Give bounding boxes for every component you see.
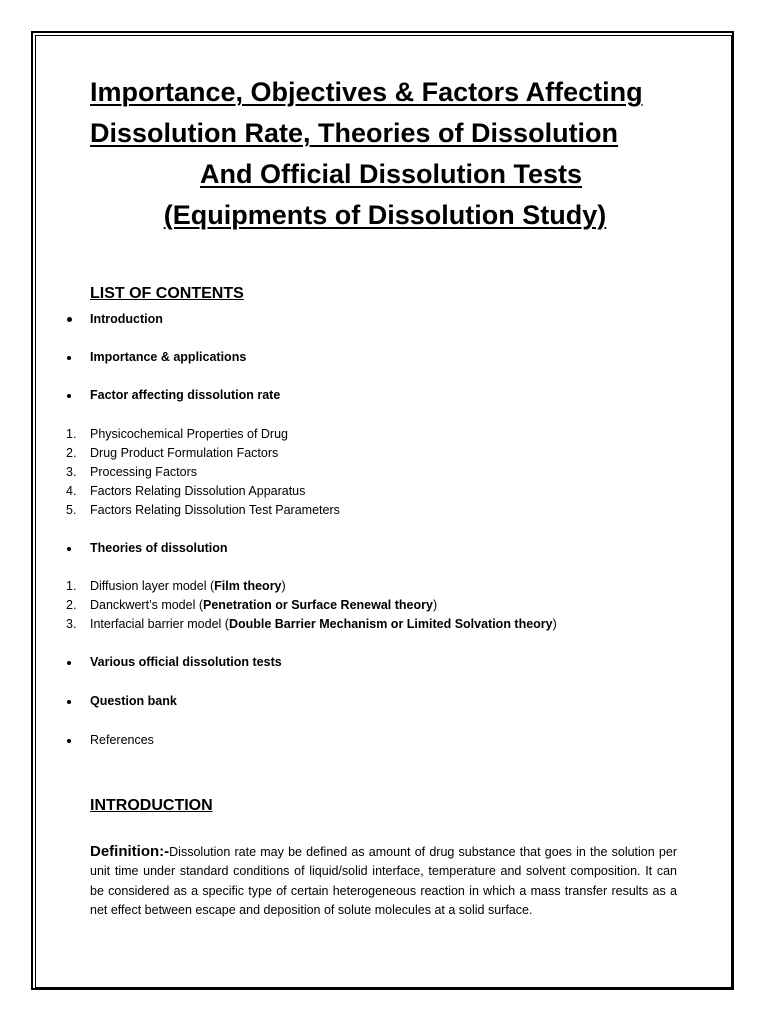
item-text: Factors Relating Dissolution Apparatus (90, 484, 306, 498)
item-text: Diffusion layer model ( (90, 579, 215, 593)
bullet-icon (67, 394, 71, 398)
list-item-label: Various official dissolution tests (90, 655, 282, 669)
item-text-end: ) (432, 598, 438, 612)
item-number: 4. (66, 484, 77, 498)
title-line-4: (Equipments of Dissolution Study) (163, 200, 607, 230)
numbered-item (66, 617, 557, 631)
item-text-bold: Penetration or Surface Renewal theory (203, 598, 433, 612)
numbered-item (66, 598, 438, 612)
item-text-end: ) (281, 579, 286, 593)
contents-heading: LIST OF CONTENTS (90, 285, 244, 302)
list-item-label: Theories of dissolution (90, 541, 228, 555)
item-text: Processing Factors (90, 465, 197, 479)
item-text-end: ) (552, 617, 557, 631)
item-text: Drug Product Formulation Factors (90, 446, 279, 460)
numbered-item (66, 465, 197, 479)
item-number: 2. (66, 446, 77, 460)
definition-label: Definition:- (90, 843, 170, 860)
item-text: Physicochemical Properties of Drug (90, 427, 288, 441)
item-number: 1. (66, 579, 77, 593)
list-item (90, 388, 280, 402)
list-item (90, 694, 177, 708)
bullet-icon (67, 317, 72, 322)
list-item-label: Factor affecting dissolution rate (90, 388, 281, 402)
title-line-3: And Official Dissolution Tests (199, 159, 583, 189)
bullet-icon (67, 547, 71, 551)
item-text: Danckwert’s model ( (90, 598, 204, 612)
numbered-item (66, 446, 279, 460)
bullet-icon (67, 661, 71, 665)
definition-paragraph (90, 842, 677, 921)
bullet-icon (67, 700, 71, 704)
list-item (90, 733, 154, 747)
item-text-bold: Double Barrier Mechanism or Limited Solvation theory (228, 617, 553, 631)
item-text-bold: Film theory (214, 579, 282, 593)
list-item (90, 312, 163, 326)
numbered-item (66, 484, 306, 498)
document-title (60, 72, 700, 236)
item-number: 2. (66, 598, 77, 612)
numbered-item (66, 427, 288, 441)
list-item (90, 541, 228, 555)
list-item-label: Importance & applications (90, 350, 247, 364)
introduction-heading: INTRODUCTION (90, 797, 213, 814)
item-number: 5. (66, 503, 77, 517)
list-item (90, 350, 246, 364)
definition-text: Dissolution rate may be defined as amount of drug substance that goes in the solution per unit time under standard conditions of liquid/solid interface, temperature and solvent composition. It can be considered as a specific type of certain heterogeneous reaction in which a mass transfer results as a net effect between escape and deposition of solute molecules at a solid surface. (90, 845, 677, 918)
item-text: Factors Relating Dissolution Test Parameters (90, 503, 340, 517)
title-line-1: Importance, Objectives & Factors Affecting (90, 77, 643, 107)
numbered-item (66, 503, 340, 517)
title-line-2: Dissolution Rate, Theories of Dissolution (90, 118, 619, 148)
item-number: 1. (66, 427, 77, 441)
list-item-label: Question bank (90, 694, 177, 708)
bullet-icon (67, 739, 71, 743)
item-number: 3. (66, 465, 77, 479)
item-number: 3. (66, 617, 77, 631)
list-item-label: References (90, 733, 154, 747)
bullet-icon (67, 356, 71, 360)
item-text: Interfacial barrier model ( (90, 617, 229, 631)
numbered-item (66, 579, 286, 593)
list-item (90, 655, 282, 669)
list-item-label: Introduction (90, 312, 163, 326)
